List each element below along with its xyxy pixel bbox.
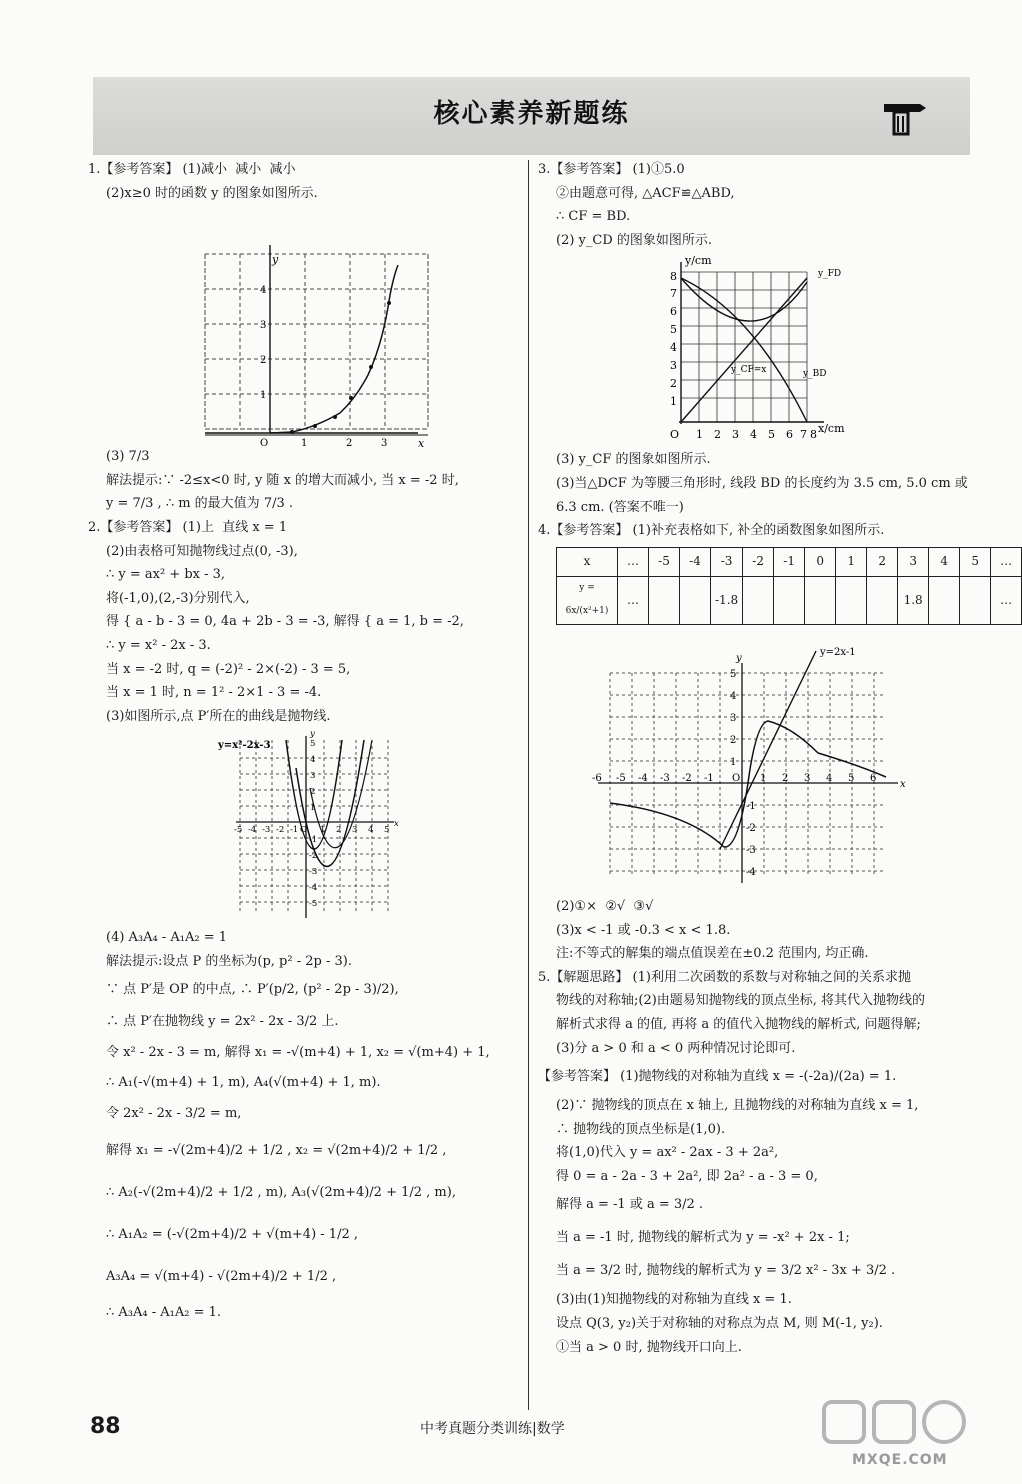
answer-line: ∴ CF = BD. — [556, 209, 631, 225]
value-table — [556, 547, 1022, 625]
answer-line: (3)由(1)知抛物线的对称轴为直线 x = 1. — [556, 1292, 792, 1308]
y-tick: -5 — [309, 899, 318, 910]
y-tick: 5 — [310, 739, 316, 750]
table-cell: -3 — [711, 547, 743, 576]
answer-line: 物线的对称轴;(2)由题易知抛物线的顶点坐标, 将其代入抛物线的 — [556, 993, 926, 1009]
table-cell: -5 — [649, 547, 680, 576]
table-cell — [960, 576, 991, 624]
y-tick: 4 — [730, 690, 737, 702]
y-tick: 3 — [730, 712, 737, 724]
graph-1 — [88, 205, 520, 451]
y-tick: 1 — [310, 803, 316, 814]
answer-line: 4.【参考答案】 (1)补充表格如下, 补全的函数图象如图所示. — [538, 523, 885, 539]
table-cell — [680, 576, 711, 624]
y-tick: -1 — [746, 800, 756, 812]
x-tick: 4 — [826, 772, 833, 784]
answer-line: 当 x = -2 时, q = (-2)² - 2×(-2) - 3 = 5, — [106, 661, 351, 677]
x-tick: -3 — [660, 772, 670, 784]
x-axis-label: x — [900, 778, 906, 790]
y-tick: -1 — [309, 835, 318, 846]
answer-line: ∴ A₃A₄ - A₁A₂ = 1. — [106, 1304, 222, 1320]
answer-line: (2)∵ 抛物线的顶点在 x 轴上, 且抛物线的对称轴为直线 x = 1, — [556, 1098, 919, 1114]
x-tick: 5 — [848, 772, 855, 784]
answer-line: 得 { a - b - 3 = 0, 4a + 2b - 3 = -3, 解得 { a = 1, b = -2, — [106, 614, 464, 630]
answer-line: (4) A₃A₄ - A₁A₂ = 1 — [106, 930, 228, 946]
table-cell — [649, 576, 680, 624]
y-tick: 5 — [730, 668, 737, 680]
x-tick: -1 — [290, 825, 299, 836]
answer-line: ∴ A₂(-√(2m+4)/2 + 1/2 , m), A₃(√(2m+4)/2 + 1/2 , m), — [106, 1184, 456, 1200]
graph-3-svg — [538, 252, 978, 448]
table-cell: … — [618, 547, 649, 576]
x-tick: 4 — [750, 428, 757, 442]
table-cell: y = 6x/(x²+1) — [557, 576, 618, 624]
answer-line: 1.【参考答案】 (1)减小 减小 减小 — [88, 162, 296, 177]
line-label: y=2x-1 — [820, 646, 856, 658]
x-tick: 7 — [800, 428, 807, 442]
graph-3 — [538, 252, 978, 448]
book-title: 中考真题分类训练|数学 — [420, 1421, 565, 1437]
y-tick: 3 — [260, 320, 267, 332]
y-axis-label: y — [272, 253, 279, 267]
table-cell: -2 — [743, 547, 774, 576]
x-tick: -2 — [682, 772, 692, 784]
answer-line: 3.【参考答案】 (1)①5.0 — [538, 162, 685, 177]
answer-line: (2)由表格可知抛物线过点(0, -3), — [106, 543, 298, 559]
y-tick: 1 — [260, 390, 267, 402]
table-cell — [805, 576, 836, 624]
table-cell: -4 — [680, 547, 711, 576]
curve-label: y_FD — [818, 269, 842, 280]
answer-line: ∴ A₁A₂ = (-√(2m+4)/2 + √(m+4) - 1/2 , — [106, 1226, 358, 1242]
table-cell: … — [991, 547, 1022, 576]
x-tick: -4 — [248, 825, 257, 836]
graph-2-svg — [88, 728, 520, 926]
x-tick: -3 — [262, 825, 271, 836]
answer-line: 解法提示:设点 P 的坐标为(p, p² - 2p - 3). — [106, 953, 352, 969]
x-tick: 3 — [381, 438, 388, 450]
answer-line: A₃A₄ = √(m+4) - √(2m+4)/2 + 1/2 , — [106, 1268, 337, 1284]
answer-line: 解析式求得 a 的值, 再将 a 的值代入抛物线的解析式, 问题得解; — [556, 1016, 921, 1032]
y-tick: -4 — [746, 866, 756, 878]
y-tick: 3 — [670, 359, 677, 373]
answer-line: 【参考答案】 (1)抛物线的对称轴为直线 x = -(-2a)/(2a) = 1. — [538, 1069, 897, 1085]
answer-line: 解得 a = -1 或 a = 3/2 . — [556, 1197, 704, 1213]
x-tick: 1 — [301, 438, 308, 450]
table-cell: 5 — [960, 547, 991, 576]
table-cell: 0 — [805, 547, 836, 576]
x-tick: -5 — [234, 825, 243, 836]
x-axis-label: x/cm — [818, 422, 845, 436]
x-tick: -1 — [704, 772, 714, 784]
table-cell: 1 — [836, 547, 867, 576]
y-tick: 7 — [670, 287, 677, 301]
answer-line: ∴ y = ax² + bx - 3, — [106, 567, 226, 583]
y-tick: 8 — [670, 270, 677, 284]
y-tick: -2 — [309, 851, 318, 862]
answer-line: (3)x < -1 或 -0.3 < x < 1.8. — [556, 922, 731, 938]
table-cell: x — [557, 547, 618, 576]
x-tick: O — [260, 438, 269, 450]
answer-line: (3) 7/3 — [106, 449, 150, 465]
table-cell — [743, 576, 774, 624]
y-tick: 5 — [670, 323, 677, 337]
x-tick: 2 — [336, 825, 342, 836]
y-tick: -3 — [746, 844, 756, 856]
x-tick: 5 — [768, 428, 775, 442]
y-tick: -4 — [309, 883, 318, 894]
answer-line: 令 x² - 2x - 3 = m, 解得 x₁ = -√(m+4) + 1, x₂ = √(m+4) + 1, — [106, 1044, 490, 1060]
x-axis-label: x — [418, 437, 425, 451]
answer-line: 将(1,0)代入 y = ax² - 2ax - 3 + 2a², — [556, 1145, 779, 1161]
answer-line: 当 x = 1 时, n = 1² - 2×1 - 3 = -4. — [106, 685, 322, 701]
x-tick: O — [670, 428, 680, 442]
graph-2 — [88, 728, 520, 926]
table-cell — [836, 576, 867, 624]
answer-line: (2)x≥0 时的函数 y 的图象如图所示. — [106, 185, 318, 201]
x-tick: 2 — [714, 428, 721, 442]
y-axis-label: y — [736, 652, 742, 664]
x-tick: 1 — [320, 825, 326, 836]
x-tick: 4 — [368, 825, 374, 836]
answer-line: y = 7/3 , ∴ m 的最大值为 7/3 . — [106, 496, 294, 512]
x-tick: 8 — [810, 428, 817, 442]
answer-line: (3)当△DCF 为等腰三角形时, 线段 BD 的长度约为 3.5 cm, 5.0 cm 或 — [556, 475, 968, 491]
x-tick: 6 — [870, 772, 877, 784]
answer-line: 2.【参考答案】 (1)上 直线 x = 1 — [88, 519, 288, 535]
table-cell — [867, 576, 898, 624]
table-cell: 1.8 — [898, 576, 929, 624]
answer-line: 5.【解题思路】 (1)利用二次函数的系数与对称轴之间的关系求抛 — [538, 969, 911, 985]
y-tick: 4 — [260, 285, 267, 297]
answer-line: 解法提示:∵ -2≤x<0 时, y 随 x 的增大而减小, 当 x = -2 时, — [106, 472, 459, 488]
answer-line: (3) y_CF 的图象如图所示. — [556, 452, 711, 468]
y-tick: -3 — [309, 867, 318, 878]
y-tick: 2 — [730, 734, 737, 746]
answer-line: 解得 x₁ = -√(2m+4)/2 + 1/2 , x₂ = √(2m+4)/2 + 1/2 , — [106, 1142, 447, 1158]
y-tick: 1 — [670, 395, 677, 409]
graph-4-svg — [538, 633, 978, 895]
table-cell: -1 — [774, 547, 805, 576]
graph-1-svg — [88, 205, 520, 451]
y-tick: 4 — [670, 341, 677, 355]
answer-line: 设点 Q(3, y₂)关于对称轴的对称点为点 M, 则 M(-1, y₂). — [556, 1316, 883, 1332]
y-tick: 6 — [670, 305, 677, 319]
table-cell: 3 — [898, 547, 929, 576]
y-tick: -2 — [746, 822, 756, 834]
answer-line: ①当 a > 0 时, 抛物线开口向上. — [556, 1339, 742, 1355]
answer-line: (2) y_CD 的图象如图所示. — [556, 232, 713, 248]
table-cell: … — [991, 576, 1022, 624]
answer-line: ②由题意可得, △ACF≌△ABD, — [556, 185, 735, 201]
x-tick: O — [300, 825, 307, 836]
curve-label: y_CF=x — [731, 365, 767, 376]
table-cell — [929, 576, 960, 624]
x-tick: 1 — [696, 428, 703, 442]
y-tick: 2 — [260, 355, 267, 367]
x-tick: -2 — [276, 825, 285, 836]
y-tick: 3 — [310, 771, 316, 782]
answer-line: ∴ 抛物线的顶点坐标是(1,0). — [556, 1121, 726, 1137]
answer-line: 当 a = 3/2 时, 抛物线的解析式为 y = 3/2 x² - 3x + 3/2 . — [556, 1263, 896, 1279]
y-axis-label: y/cm — [685, 254, 712, 268]
x-tick: -6 — [592, 772, 602, 784]
y-tick: 2 — [670, 377, 677, 391]
answer-line: (3)分 a > 0 和 a < 0 两种情况讨论即可. — [556, 1040, 796, 1056]
answer-line: ∴ y = x² - 2x - 3. — [106, 637, 211, 653]
answer-line: (2)①× ②√ ③√ — [556, 898, 654, 914]
table-cell — [774, 576, 805, 624]
answer-line: ∴ 点 P′在抛物线 y = 2x² - 2x - 3/2 上. — [106, 1013, 339, 1029]
answer-line: 当 a = -1 时, 抛物线的解析式为 y = -x² + 2x - 1; — [556, 1230, 850, 1246]
x-tick: 2 — [346, 438, 353, 450]
table-row — [557, 547, 1022, 576]
curve-label: y_BD — [803, 369, 827, 380]
answer-line: 将(-1,0),(2,-3)分别代入, — [106, 590, 250, 606]
column-divider — [528, 160, 529, 1410]
table-cell: 4 — [929, 547, 960, 576]
answer-line: 得 0 = a - 2a - 3 + 2a², 即 2a² - a - 3 = 0, — [556, 1168, 818, 1184]
x-tick: -4 — [638, 772, 648, 784]
answer-line: ∴ A₁(-√(m+4) + 1, m), A₄(√(m+4) + 1, m). — [106, 1074, 381, 1090]
table-cell: 2 — [867, 547, 898, 576]
x-tick: 2 — [782, 772, 789, 784]
y-tick: 4 — [310, 755, 316, 766]
left-column — [88, 158, 520, 1328]
x-tick: 5 — [384, 825, 390, 836]
answer-line: ∵ 点 P′是 OP 的中点, ∴ P′(p/2, (p² - 2p - 3)/2), — [106, 981, 399, 997]
x-tick: 3 — [804, 772, 811, 784]
x-tick: 3 — [732, 428, 739, 442]
y-axis-label: y — [310, 729, 315, 740]
page-number: 88 — [90, 1414, 121, 1439]
curve-label: y=x²-2x-3 — [218, 740, 271, 752]
right-column — [538, 158, 1013, 1359]
answer-line: 令 2x² - 2x - 3/2 = m, — [106, 1105, 242, 1121]
graph-4 — [538, 633, 978, 895]
watermark-text: MXQE.COM — [852, 1452, 948, 1468]
x-tick: O — [732, 772, 741, 784]
x-tick: 3 — [352, 825, 358, 836]
page-title: 核心素养新题练 — [433, 99, 630, 129]
table-row — [557, 576, 1022, 624]
y-tick: 2 — [310, 787, 316, 798]
y-tick: 1 — [730, 756, 737, 768]
answer-line: 注:不等式的解集的端点值误差在±0.2 范围内, 均正确. — [556, 946, 869, 962]
x-axis-label: x — [394, 819, 399, 830]
table-cell: … — [618, 576, 649, 624]
answer-line: (3)如图所示,点 P′所在的曲线是抛物线. — [106, 708, 331, 724]
x-tick: 1 — [760, 772, 767, 784]
header-banner — [93, 77, 970, 155]
x-tick: -5 — [616, 772, 626, 784]
answer-line: 6.3 cm. (答案不唯一) — [556, 499, 684, 515]
table-cell: -1.8 — [711, 576, 743, 624]
pencil-hand-icon — [880, 98, 926, 138]
x-tick: 6 — [786, 428, 793, 442]
